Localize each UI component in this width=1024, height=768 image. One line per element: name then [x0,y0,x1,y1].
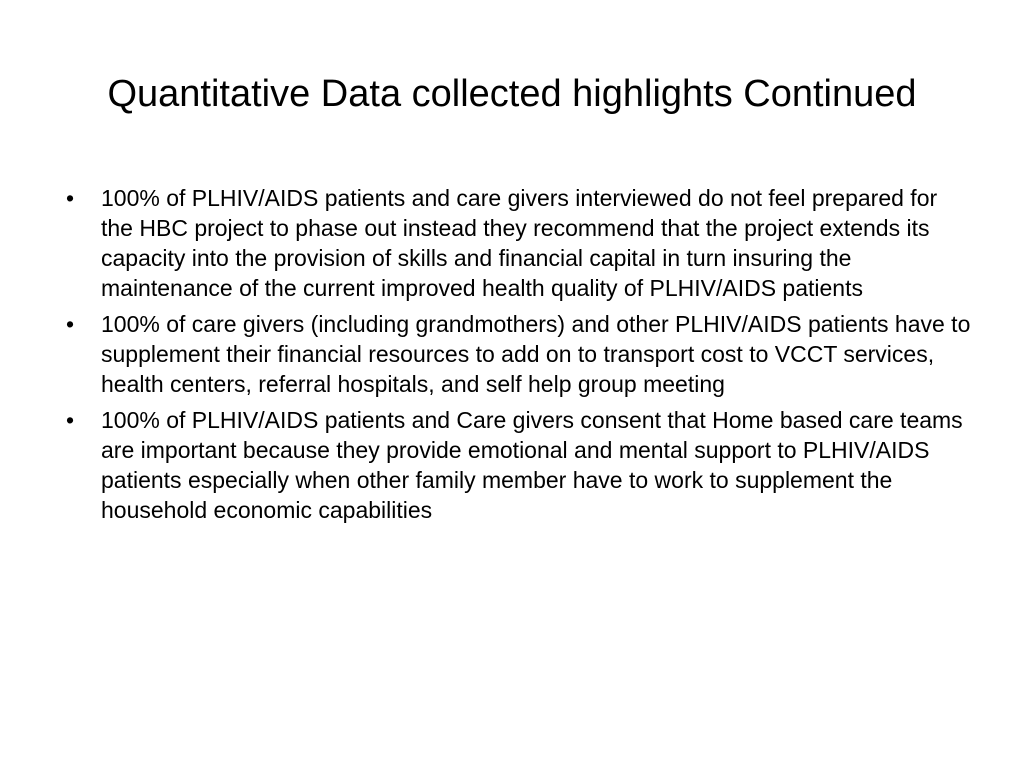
bullet-dot-icon: • [65,311,75,337]
bullet-list [60,183,975,531]
bullet-dot-icon: • [65,407,75,433]
slide-title: Quantitative Data collected highlights Continued [107,73,917,115]
bullet-text: 100% of PLHIV/AIDS patients and Care givers consent that Home based care teams are important because they provide emotional and mental support to PLHIV/AIDS patients especially when other family member have to work to supplement the household economic capabilities [101,407,963,523]
bullet-item [60,183,975,303]
bullet-text: 100% of care givers (including grandmothers) and other PLHIV/AIDS patients have to supplement their financial resources to add on to transport cost to VCCT services, health centers, referral hospitals, and self help group meeting [101,311,971,397]
bullet-dot-icon: • [65,185,75,211]
bullet-text: 100% of PLHIV/AIDS patients and care givers interviewed do not feel prepared for the HBC project to phase out instead they recommend that the project extends its capacity into the provision of skills and financial capital in turn insuring the maintenance of the current improved health quality of PLHIV/AIDS patients [101,185,938,301]
bullet-item [60,405,975,525]
bullet-item [60,309,975,399]
